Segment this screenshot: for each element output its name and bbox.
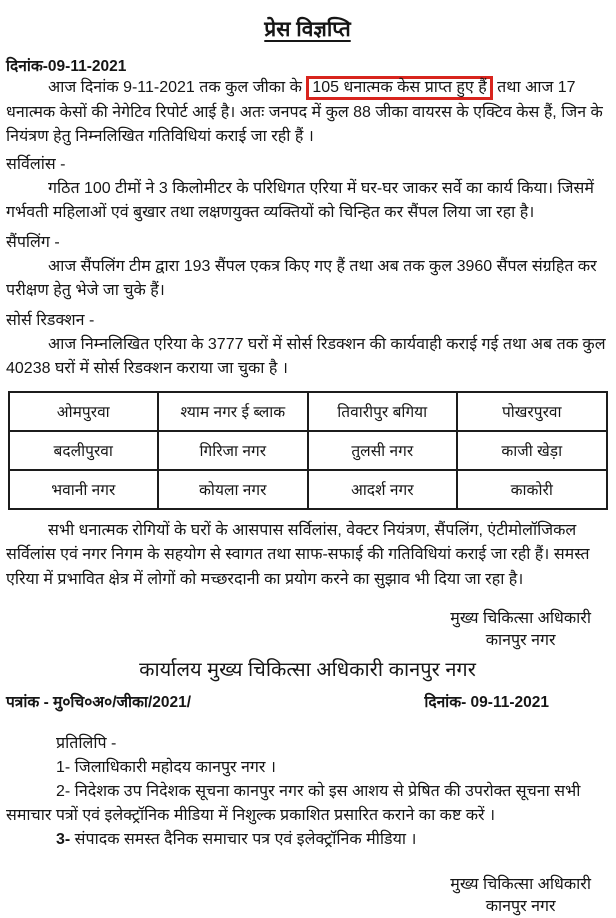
reference-row: [6, 690, 609, 712]
signatory-title: मुख्य चिकित्सा अधिकारी: [450, 876, 591, 893]
area-cell: आदर्श नगर: [308, 470, 458, 509]
area-cell: काकोरी: [457, 470, 607, 509]
area-cell: तिवारीपुर बगिया: [308, 392, 458, 431]
signatory-title: मुख्य चिकित्सा अधिकारी: [450, 610, 591, 627]
signatory-place: कानपुर नगर: [485, 898, 556, 915]
signature-block-mid: [6, 608, 609, 652]
affected-areas-table: [8, 391, 608, 510]
surveillance-paragraph: गठित 100 टीमों ने 3 किलोमीटर के परिधिगत एरिया में घर-घर जाकर सर्वे का कार्य किया। जिसमें गर्भवती महिलाओं एवं बुखार तथा लक्षणयुक्त व्यक्तियों को चिन्हित कर सैंपल लिया जा रहा है।: [6, 179, 594, 221]
area-cell: भवानी नगर: [9, 470, 159, 509]
page-title: प्रेस विज्ञप्ति: [264, 18, 351, 41]
area-cell: कोयला नगर: [158, 470, 308, 509]
copy-item-3-number: 3-: [56, 831, 71, 848]
surveillance-heading: सर्विलांस -: [6, 155, 66, 173]
copy-item-3: [6, 828, 609, 852]
signatory-place: कानपुर नगर: [485, 632, 556, 649]
copies-section: [6, 732, 609, 852]
signature-text: [450, 608, 591, 652]
letter-number: पत्रांक - मु०चि०अ०/जीका/2021/: [6, 694, 192, 711]
area-cell: बदलीपुरवा: [9, 431, 159, 470]
highlighted-case-count: 105 धनात्मक केस प्राप्त हुए हैं: [306, 76, 492, 100]
area-cell: श्याम नगर ई ब्लाक: [158, 392, 308, 431]
signature-text: [450, 874, 591, 918]
reference-date: दिनांक- 09-11-2021: [424, 694, 549, 711]
area-cell: गिरिजा नगर: [158, 431, 308, 470]
table-row: [9, 470, 607, 509]
area-cell: पोखरपुरवा: [457, 392, 607, 431]
sampling-heading: सैंपलिंग -: [6, 233, 60, 251]
intro-text-before: आज दिनांक 9-11-2021 तक कुल जीका के: [48, 79, 307, 96]
date-line: दिनांक-09-11-2021: [6, 58, 127, 75]
intro-paragraph: [6, 76, 609, 150]
copy-item-2: 2- निदेशक उप निदेशक सूचना कानपुर नगर को इस आशय से प्रेषित की उपरोक्त सूचना सभी समाचार पत्रों एवं इलेक्ट्रॉनिक मीडिया में निशुल्क प्रकाशित प्रसारित कराने का कष्ट करें ।: [6, 783, 581, 824]
sampling-paragraph: आज सैंपलिंग टीम द्वारा 193 सैंपल एकत्र किए गए हैं तथा अब तक कुल 3960 सैंपल संग्रहित कर परीक्षण हेतु भेजे जा चुके हैं।: [6, 257, 597, 299]
copy-item-1: 1- जिलाधिकारी महोदय कानपुर नगर ।: [56, 759, 276, 776]
copy-item-3-text: संपादक समस्त दैनिक समाचार पत्र एवं इलेक्ट्रॉनिक मीडिया ।: [70, 831, 417, 848]
source-reduction-heading: सोर्स रिडक्शन -: [6, 311, 95, 329]
copies-heading: प्रतिलिपि -: [56, 735, 117, 752]
area-cell: काजी खेड़ा: [457, 431, 607, 470]
signature-block-bottom: [6, 874, 609, 918]
office-heading: कार्यालय मुख्य चिकित्सा अधिकारी कानपुर नगर: [139, 659, 476, 681]
closing-paragraph: सभी धनात्मक रोगियों के घरों के आसपास सर्विलांस, वेक्टर नियंत्रण, सैंपलिंग, एंटीमोलॉजिकल सर्विलांस एवं नगर निगम के सहयोग से स्वागत तथा साफ-सफाई की गतिविधियां कराई जा रही हैं। समस्त एरिया में प्रभावित क्षेत्र में लोगों को मच्छरदानी का प्रयोग करने का सुझाव भी दिया जा रहा है।: [6, 521, 590, 588]
area-cell: ओमपुरवा: [9, 392, 159, 431]
table-row: [9, 392, 607, 431]
intro-text-after: तथा आज 17 धनात्मक केसों की नेगेटिव रिपोर्ट आई है। अतः जनपद में कुल 88 जीका वायरस के एक्टिव केस हैं, जिन के नियंत्रण हेतु निम्नलिखित गतिविधियां कराई जा रही हैं ।: [6, 79, 603, 145]
area-cell: तुलसी नगर: [308, 431, 458, 470]
table-row: [9, 431, 607, 470]
source-reduction-paragraph: आज निम्नलिखित एरिया के 3777 घरों में सोर्स रिडक्शन की कार्यवाही कराई गई तथा अब तक कुल 40238 घरों में सोर्स रिडक्शन कराया जा चुका है ।: [6, 335, 606, 377]
